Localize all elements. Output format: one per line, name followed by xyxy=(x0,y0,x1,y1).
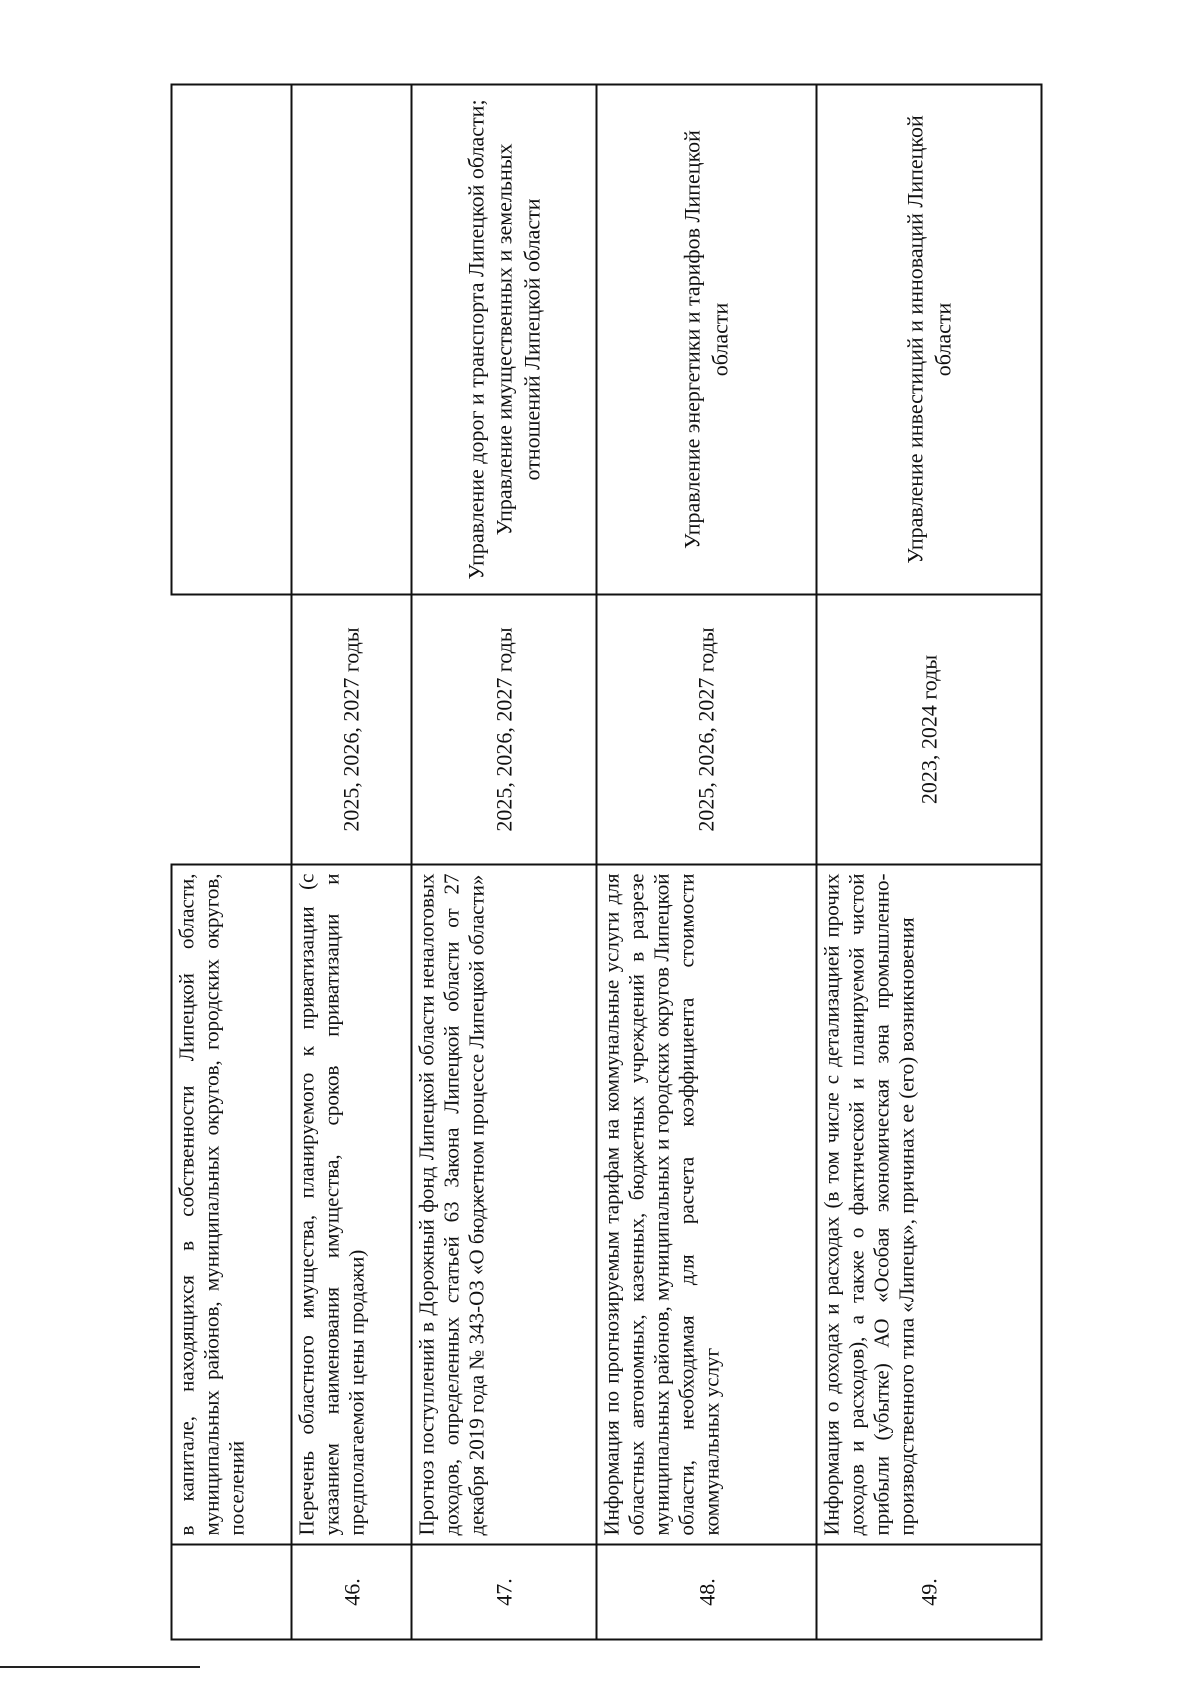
responsible-line: Управление имущественных и земельных отношений Липецкой области xyxy=(491,143,544,536)
row-years xyxy=(172,595,292,865)
row-description: Прогноз поступлений в Дорожный фонд Липецкой области неналоговых доходов, определенных статьей 63 Закона Липецкой области от 27 декабря 2019 года № 343-ОЗ «О бюджетном процессе Липецкой области» xyxy=(412,865,597,1545)
row-number xyxy=(172,1545,292,1640)
row-responsible xyxy=(817,85,1042,595)
row-description: в капитале, находящихся в собственности Липецкой области, муниципальных районов, муниципальных округов, городских округов, поселений xyxy=(172,865,292,1545)
document-table xyxy=(171,84,1043,1641)
row-number: 49. xyxy=(817,1545,1042,1640)
row-years: 2025, 2026, 2027 годы xyxy=(292,595,412,865)
row-years: 2023, 2024 годы xyxy=(817,595,1042,865)
row-years: 2025, 2026, 2027 годы xyxy=(412,595,597,865)
row-number: 46. xyxy=(292,1545,412,1640)
table-row xyxy=(597,85,817,1640)
responsible-line: Управление энергетики и тарифов Липецкой области xyxy=(679,130,733,549)
row-responsible xyxy=(172,85,292,595)
row-description: Информация о доходах и расходах (в том числе с детализацией прочих доходов и расходов), а также о фактической и планируемой чистой прибыли (убытке) АО «Особая экономическая зона промышленно-производственного типа «Липецк», причинах ее (его) возникновения xyxy=(817,865,1042,1545)
document-table-rotated xyxy=(171,86,1041,1641)
responsible-line: Управление инвестиций и инноваций Липецкой области xyxy=(902,115,955,564)
scan-edge-mark xyxy=(0,1666,200,1668)
row-description: Информация по прогнозируемым тарифам на коммунальные услуги для областных автономных, казенных, бюджетных учреждений в разрезе муниципальных районов, муниципальных и городских округов Липецкой области, необходимая для расчета коэффициента стоимости коммунальных услуг xyxy=(597,865,817,1545)
row-responsible xyxy=(597,85,817,595)
table-row xyxy=(817,85,1042,1640)
row-description: Перечень областного имущества, планируемого к приватизации (с указанием наименования имущества, сроков приватизации и предполагаемой цены продажи) xyxy=(292,865,412,1545)
responsible-line: Управление дорог и транспорта Липецкой области; xyxy=(463,99,488,580)
table-row xyxy=(292,85,412,1640)
row-number: 48. xyxy=(597,1545,817,1640)
row-responsible xyxy=(292,85,412,595)
table-row xyxy=(172,85,292,1640)
row-years: 2025, 2026, 2027 годы xyxy=(597,595,817,865)
row-number: 47. xyxy=(412,1545,597,1640)
table-row xyxy=(412,85,597,1640)
row-responsible xyxy=(412,85,597,595)
